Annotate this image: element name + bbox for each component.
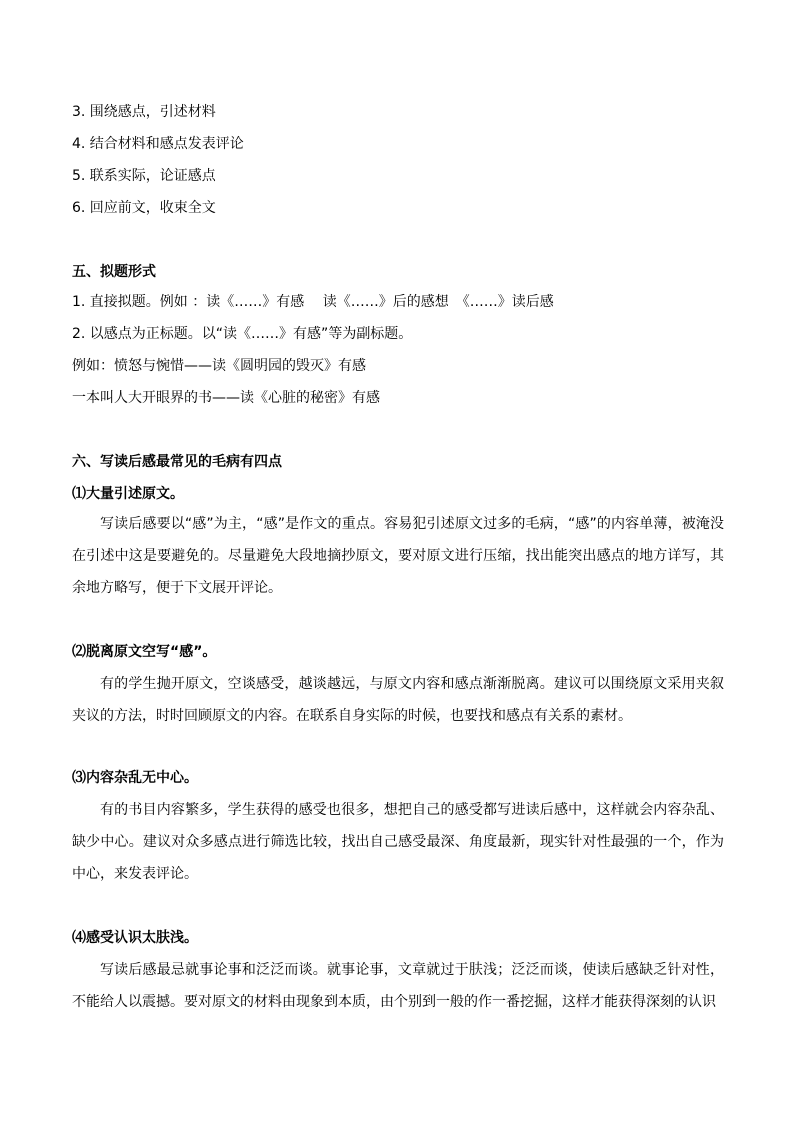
- item-paragraph: 有的学生抛开原文，空谈感受，越谈越远，与原文内容和感点渐渐脱离。建议可以围绕原文采用夹叙夹议的方法，时时回顾原文的内容。在联系自身实际的时候，也要找和感点有关系的素材。: [72, 676, 724, 724]
- text-line: 一本叫人大开眼界的书——读《心脏的秘密》有感: [72, 390, 380, 406]
- text-line: 2. 以感点为正标题。以“读《……》有感”等为副标题。: [72, 326, 413, 342]
- list-item: 5. 联系实际，论证感点: [72, 168, 216, 184]
- text-line: 例如：愤怒与惋惜——读《圆明园的毁灭》有感: [72, 358, 366, 374]
- list-item: 6. 回应前文，收束全文: [72, 200, 216, 216]
- item-title: ⑴大量引述原文。: [72, 486, 184, 502]
- list-item: 4. 结合材料和感点发表评论: [72, 136, 244, 152]
- section-heading: 六、写读后感最常见的毛病有四点: [72, 454, 282, 470]
- section-heading: 五、拟题形式: [72, 264, 156, 280]
- list-item: 3. 围绕感点，引述材料: [72, 104, 216, 120]
- item-paragraph: 有的书目内容繁多，学生获得的感受也很多，想把自己的感受都写进读后感中，这样就会内容杂乱、缺少中心。建议对众多感点进行筛选比较，找出自己感受最深、角度最新，现实针对性最强的一个，作为中心，来发表评论。: [72, 802, 724, 882]
- item-title: ⑶内容杂乱无中心。: [72, 770, 198, 786]
- item-title: ⑵脱离原文空写“感”。: [72, 644, 217, 660]
- item-paragraph: 写读后感要以“感”为主，“感”是作文的重点。容易犯引述原文过多的毛病，“感”的内容单薄，被淹没在引述中这是要避免的。尽量避免大段地摘抄原文，要对原文进行压缩，找出能突出感点的地方详写，其余地方略写，便于下文展开评论。: [72, 516, 724, 596]
- item-title: ⑷感受认识太肤浅。: [72, 930, 198, 946]
- text-line: 1. 直接拟题。例如 ：读《……》有感 读《……》后的感想 《……》读后感: [72, 294, 554, 310]
- item-paragraph: 写读后感最忌就事论事和泛泛而谈。就事论事，文章就过于肤浅；泛泛而谈，使读后感缺乏针对性，不能给人以震撼。要对原文的材料由现象到本质，由个别到一般的作一番挖掘，这样才能获得深刻的认识: [72, 962, 724, 1010]
